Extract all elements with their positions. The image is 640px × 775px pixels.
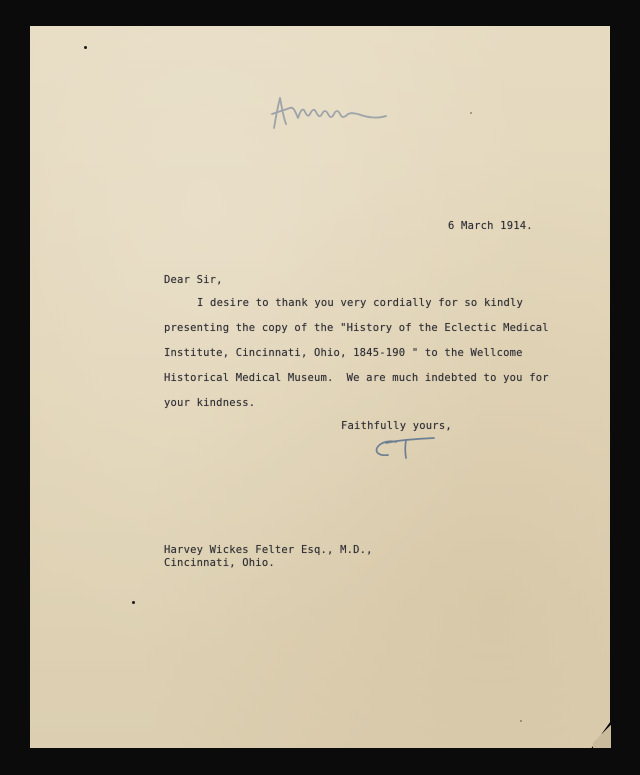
letter-salutation: Dear Sir, (164, 274, 223, 286)
paper-speck (520, 720, 522, 722)
recipient-name: Harvey Wickes Felter Esq., M.D., (164, 544, 373, 556)
letter-closing: Faithfully yours, (341, 420, 452, 432)
paper-speck (132, 601, 135, 604)
letter-body-line: Historical Medical Museum. We are much indebted to you for (164, 372, 549, 384)
paper-corner-fold (593, 719, 611, 748)
paper-speck (470, 112, 472, 114)
signature-initials (372, 434, 440, 462)
letter-body-line: your kindness. (164, 397, 256, 409)
letter-date: 6 March 1914. (448, 220, 533, 232)
pencil-annotation-mark (268, 88, 398, 136)
paper-speck (84, 46, 87, 49)
letter-body-line: I desire to thank you very cordially for so kindly (197, 297, 524, 309)
letter-body-line: Institute, Cincinnati, Ohio, 1845-190 " to the Wellcome (164, 347, 523, 359)
recipient-city: Cincinnati, Ohio. (164, 557, 275, 569)
letter-body-line: presenting the copy of the "History of the Eclectic Medical (164, 322, 549, 334)
